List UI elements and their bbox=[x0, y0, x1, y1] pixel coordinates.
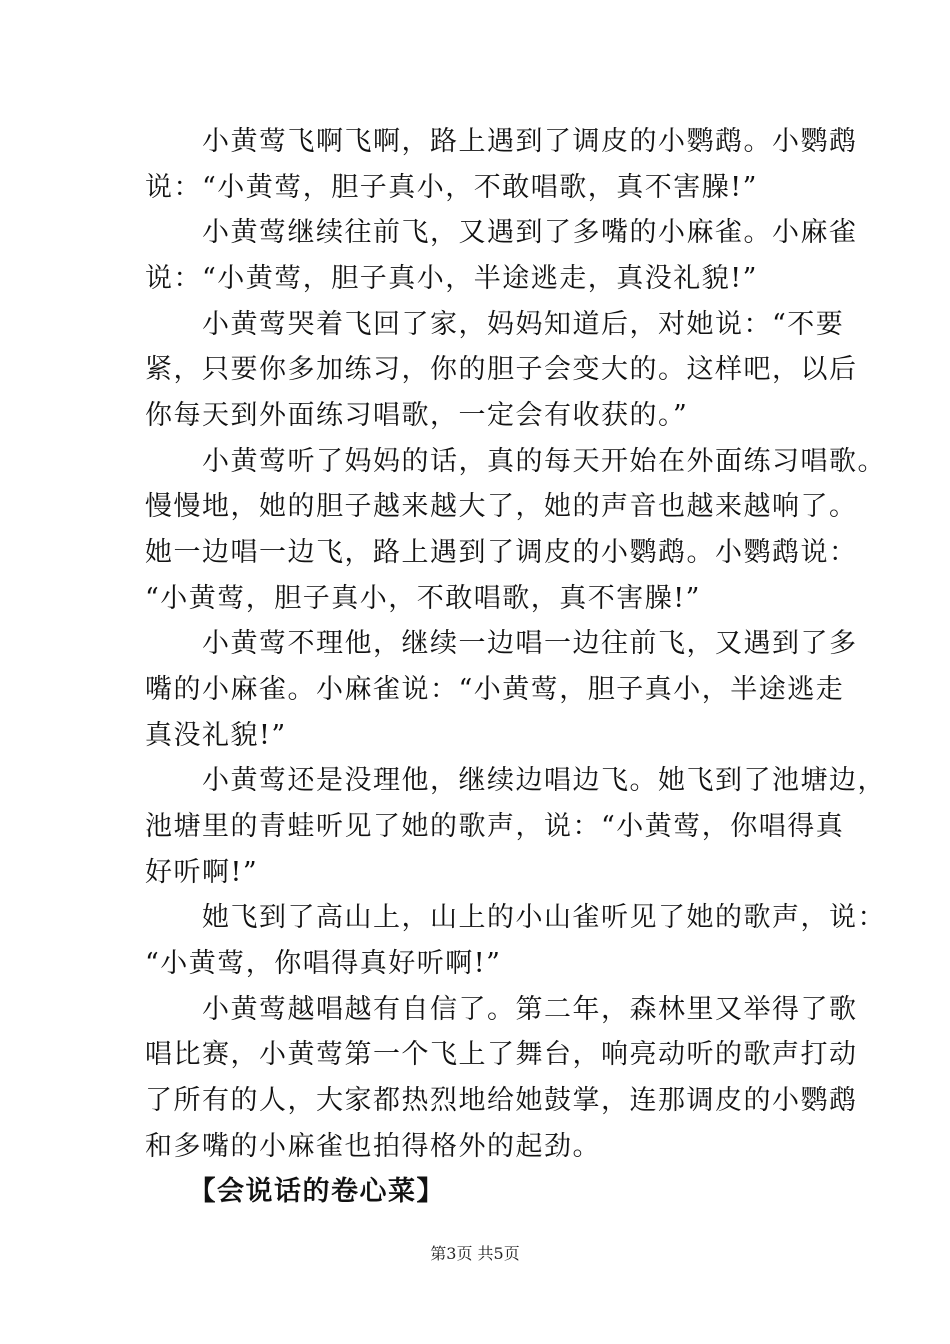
text-line: “小黄莺，胆子真小，不敢唱歌，真不害臊!” bbox=[145, 583, 701, 614]
page-footer: 第3页 共5页 bbox=[430, 1244, 520, 1263]
text-line: 说：“小黄莺，胆子真小，半途逃走，真没礼貌!” bbox=[145, 263, 758, 294]
text-line: 小黄莺听了妈妈的话，真的每天开始在外面练习唱歌。 bbox=[145, 446, 886, 477]
text-line: 了所有的人，大家都热烈地给她鼓掌，连那调皮的小鹦鹉 bbox=[145, 1085, 858, 1116]
text-line: 小黄莺继续往前飞，又遇到了多嘴的小麻雀。小麻雀 bbox=[145, 217, 858, 248]
text-line: 小黄莺还是没理他，继续边唱边飞。她飞到了池塘边， bbox=[145, 765, 886, 796]
text-line: 小黄莺越唱越有自信了。第二年，森林里又举得了歌 bbox=[145, 994, 858, 1025]
text-line: 唱比赛，小黄莺第一个飞上了舞台，响亮动听的歌声打动 bbox=[145, 1039, 858, 1070]
text-line: 真没礼貌!” bbox=[145, 720, 287, 751]
text-line: 小黄莺不理他，继续一边唱一边往前飞，又遇到了多 bbox=[145, 628, 858, 659]
text-line: 紧，只要你多加练习，你的胆子会变大的。这样吧，以后 bbox=[145, 354, 858, 385]
text-line: 嘴的小麻雀。小麻雀说：“小黄莺，胆子真小，半途逃走 bbox=[145, 674, 845, 705]
text-line: 说：“小黄莺，胆子真小，不敢唱歌，真不害臊!” bbox=[145, 172, 758, 203]
text-line: “小黄莺，你唱得真好听啊!” bbox=[145, 948, 502, 979]
text-line: 她飞到了高山上，山上的小山雀听见了她的歌声，说： bbox=[145, 902, 886, 933]
text-line: 小黄莺飞啊飞啊，路上遇到了调皮的小鹦鹉。小鹦鹉 bbox=[145, 126, 858, 157]
text-line: 池塘里的青蛙听见了她的歌声，说：“小黄莺，你唱得真 bbox=[145, 811, 845, 842]
text-line: 小黄莺哭着飞回了家，妈妈知道后，对她说：“不要 bbox=[145, 309, 845, 340]
text-line: 和多嘴的小麻雀也拍得格外的起劲。 bbox=[145, 1131, 601, 1162]
text-line: 慢慢地，她的胆子越来越大了，她的声音也越来越响了。 bbox=[145, 491, 858, 522]
text-line: 好听啊!” bbox=[145, 857, 259, 888]
text-line: 你每天到外面练习唱歌，一定会有收获的。” bbox=[145, 400, 689, 431]
text-line: 她一边唱一边飞，路上遇到了调皮的小鹦鹉。小鹦鹉说： bbox=[145, 537, 858, 568]
section-heading: 【会说话的卷心菜】 bbox=[145, 1176, 445, 1207]
